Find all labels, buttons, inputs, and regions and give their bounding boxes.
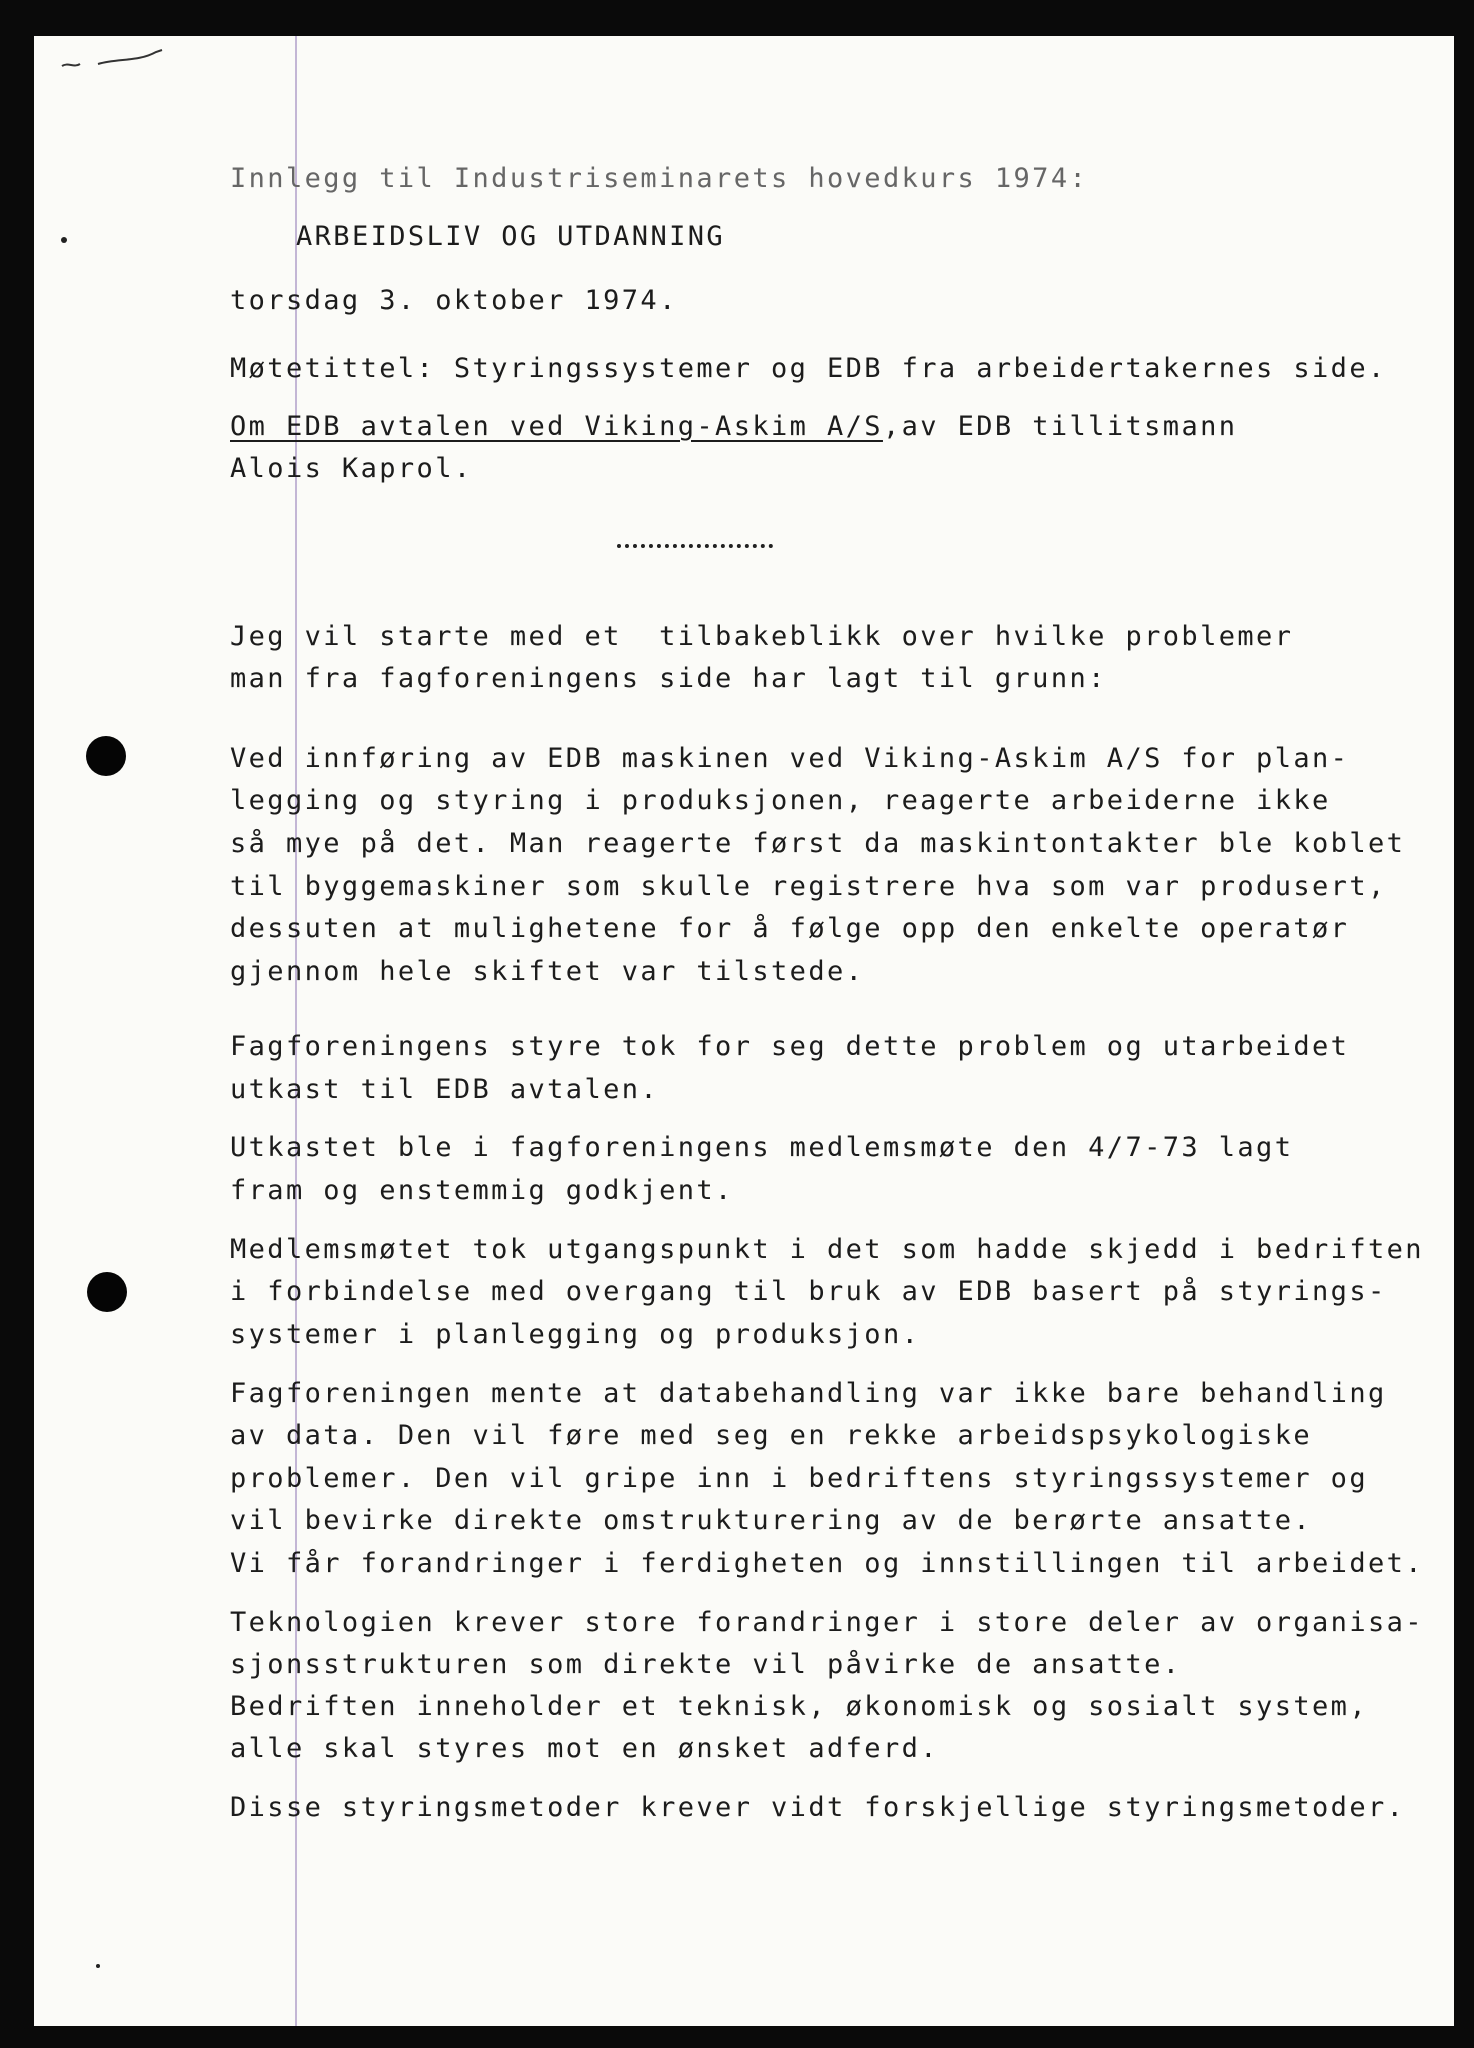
- body-line: fram og enstemmig godkjent.: [230, 1175, 734, 1206]
- body-line: alle skal styres mot en ønsket adferd.: [230, 1733, 939, 1764]
- ink-speck: [96, 1964, 100, 1968]
- section-separator: [617, 544, 773, 548]
- header-line-1: Innlegg til Industriseminarets hovedkurs 1974:: [230, 163, 1089, 194]
- body-line: Medlemsmøtet tok utgangspunkt i det som hadde skjedd i bedriften: [230, 1234, 1424, 1265]
- pencil-mark-icon: [58, 44, 178, 74]
- body-line: Disse styringsmetoder krever vidt forskjellige styringsmetoder.: [230, 1792, 1406, 1823]
- body-line: vil bevirke direkte omstrukturering av de berørte ansatte.: [230, 1505, 1313, 1536]
- document-page: [34, 36, 1454, 2026]
- talk-subtitle: [230, 412, 1237, 442]
- body-line: gjennom hele skiftet var tilstede.: [230, 956, 865, 987]
- body-line: Ved innføring av EDB maskinen ved Viking-Askim A/S for plan-: [230, 743, 1350, 774]
- body-line: Teknologien krever store forandringer i store deler av organisa-: [230, 1607, 1424, 1638]
- body-line: sjonsstrukturen som direkte vil påvirke de ansatte.: [230, 1649, 1182, 1680]
- body-line: Jeg vil starte med et tilbakeblikk over hvilke problemer: [230, 621, 1294, 652]
- body-line: Bedriften inneholder et teknisk, økonomisk og sosialt system,: [230, 1691, 1368, 1722]
- body-line: i forbindelse med overgang til bruk av EDB basert på styrings-: [230, 1276, 1387, 1307]
- header-title: ARBEIDSLIV OG UTDANNING: [296, 221, 726, 252]
- body-line: Vi får forandringer i ferdigheten og innstillingen til arbeidet.: [230, 1548, 1424, 1579]
- body-line: dessuten at mulighetene for å følge opp den enkelte operatør: [230, 913, 1350, 944]
- punch-hole: [86, 736, 126, 776]
- body-line: legging og styring i produksjonen, reagerte arbeiderne ikke: [230, 785, 1331, 816]
- body-line: til byggemaskiner som skulle registrere hva som var produsert,: [230, 871, 1387, 902]
- body-line: systemer i planlegging og produksjon.: [230, 1319, 921, 1350]
- body-line: man fra fagforeningens side har lagt til grunn:: [230, 663, 1107, 694]
- body-line: utkast til EDB avtalen.: [230, 1074, 660, 1105]
- ink-speck: [61, 237, 67, 243]
- body-line: Fagforeningens styre tok for seg dette problem og utarbeidet: [230, 1031, 1350, 1062]
- header-date: torsdag 3. oktober 1974.: [230, 285, 678, 316]
- body-line: Utkastet ble i fagforeningens medlemsmøte den 4/7-73 lagt: [230, 1132, 1294, 1163]
- body-line: så mye på det. Man reagerte først da maskintontakter ble koblet: [230, 828, 1406, 859]
- body-line: av data. Den vil føre med seg en rekke arbeidspsykologiske: [230, 1420, 1313, 1451]
- body-line: problemer. Den vil gripe inn i bedriftens styringssystemer og: [230, 1463, 1368, 1494]
- subtitle-rest: ,av EDB tillitsmann: [882, 411, 1238, 442]
- author-line: Alois Kaprol.: [230, 453, 473, 484]
- subtitle-underlined: Om EDB avtalen ved Viking-Askim A/S: [230, 411, 883, 442]
- punch-hole: [87, 1272, 127, 1312]
- meeting-title: Møtetittel: Styringssystemer og EDB fra arbeidertakernes side.: [230, 353, 1387, 384]
- body-line: Fagforeningen mente at databehandling var ikke bare behandling: [230, 1378, 1387, 1409]
